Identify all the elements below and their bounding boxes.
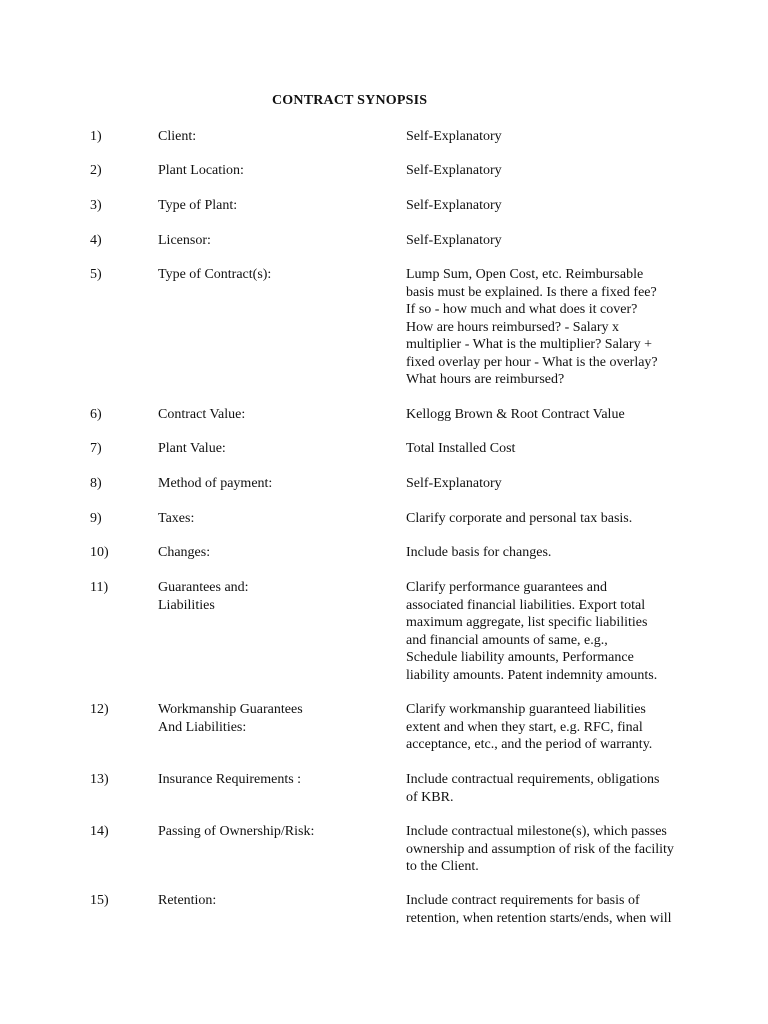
item-label: Client: <box>158 129 197 144</box>
item-number: 8) <box>90 476 102 491</box>
document-title: CONTRACT SYNOPSIS <box>272 93 428 108</box>
item-number: 4) <box>90 233 102 248</box>
item-description: Clarify corporate and personal tax basis. <box>406 511 633 526</box>
item-label: Insurance Requirements : <box>158 772 302 787</box>
item-label: Retention: <box>158 893 217 908</box>
item-number: 9) <box>90 511 102 526</box>
item-description: Clarify performance guarantees and associated financial liabilities. Export total maximum aggregate, list specific liabilities and financial amounts of same, e.g., Schedule liability amounts, Performance liability amounts. Patent indemnity amounts. <box>406 580 658 683</box>
item-label: Licensor: <box>158 233 211 248</box>
item-number: 12) <box>90 702 109 717</box>
item-label: Changes: <box>158 545 211 560</box>
item-label: Plant Location: <box>158 163 244 178</box>
item-number: 6) <box>90 407 102 422</box>
item-label: Workmanship Guarantees And Liabilities: <box>158 702 303 735</box>
item-description: Kellogg Brown & Root Contract Value <box>406 407 625 422</box>
item-number: 3) <box>90 198 102 213</box>
item-description: Include basis for changes. <box>406 545 552 560</box>
item-description: Include contractual requirements, obligations of KBR. <box>406 772 660 805</box>
item-description: Include contract requirements for basis of retention, when retention starts/ends, when will <box>406 893 672 926</box>
item-number: 7) <box>90 441 102 456</box>
item-label: Method of payment: <box>158 476 273 491</box>
item-number: 15) <box>90 893 109 908</box>
item-description: Include contractual milestone(s), which passes ownership and assumption of risk of the facility to the Client. <box>406 824 674 874</box>
item-number: 2) <box>90 163 102 178</box>
item-description: Self-Explanatory <box>406 198 502 213</box>
item-number: 5) <box>90 267 102 282</box>
item-description: Lump Sum, Open Cost, etc. Reimbursable basis must be explained. Is there a fixed fee? If so - how much and what does it cover? How are hours reimbursed? - Salary x multiplier - What is the multiplier? Salary + fixed overlay per hour - What is the overlay? What hours are reimbursed? <box>406 267 658 387</box>
item-number: 11) <box>90 580 109 595</box>
item-label: Plant Value: <box>158 441 226 456</box>
item-number: 1) <box>90 129 102 144</box>
item-label: Passing of Ownership/Risk: <box>158 824 315 839</box>
item-number: 13) <box>90 772 109 787</box>
item-label: Contract Value: <box>158 407 246 422</box>
item-description: Self-Explanatory <box>406 233 502 248</box>
item-description: Clarify workmanship guaranteed liabilities extent and when they start, e.g. RFC, final acceptance, etc., and the period of warranty. <box>406 702 653 752</box>
item-number: 10) <box>90 545 109 560</box>
item-description: Self-Explanatory <box>406 476 502 491</box>
item-description: Self-Explanatory <box>406 163 502 178</box>
item-label: Type of Plant: <box>158 198 238 213</box>
item-label: Taxes: <box>158 511 195 526</box>
item-description: Total Installed Cost <box>406 441 516 456</box>
item-label: Guarantees and: Liabilities <box>158 580 249 613</box>
item-number: 14) <box>90 824 109 839</box>
item-description: Self-Explanatory <box>406 129 502 144</box>
item-label: Type of Contract(s): <box>158 267 272 282</box>
